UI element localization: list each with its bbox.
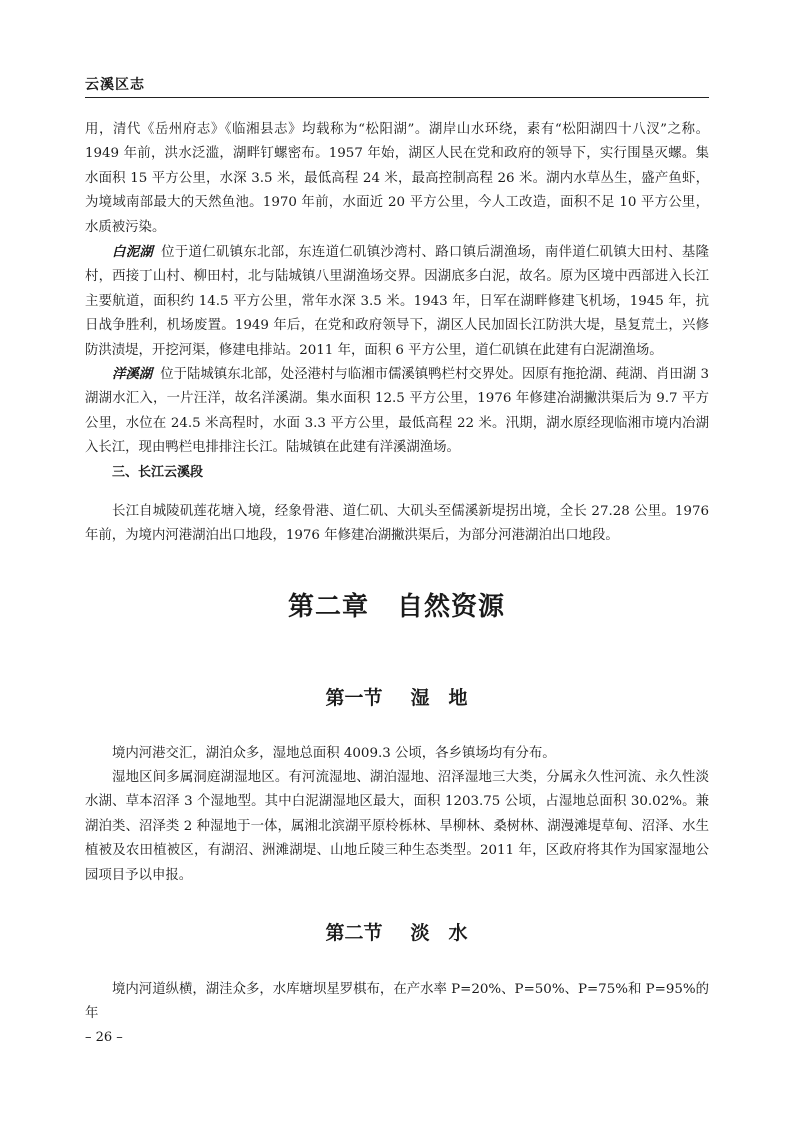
paragraph-freshwater: 境内河道纵横，湖洼众多，水库塘坝星罗棋布，在产水率 P=20%、P=50%、P=75%和 P=95%的年 <box>85 982 709 1022</box>
paragraph-wetland-intro: 境内河港交汇，湖泊众多，湿地总面积 4009.3 公顷，各乡镇场均有分布。 <box>112 746 556 761</box>
section2-number: 第二节 <box>325 922 383 944</box>
paragraph-bainihu <box>85 240 709 363</box>
paragraph-yangxihu-text: 位于陆城镇东北部，处泾港村与临湘市儒溪镇鸭栏村交界处。因原有拖抢湖、莼湖、肖田湖 3 湖湖水汇入，一片汪洋，故名洋溪湖。集水面积 12.5 平方公里，1976 年修建冶湖撇洪渠后为 9.7 平方公里，水位在 24.5 米高程时，水面 3.3 平方公里，最低高程 22 米。汛期，湖水原经现临湘市境内冶湖入长江，现由鸭栏电排排注长江。陆城镇在此建有洋溪湖渔场。 <box>85 367 709 456</box>
term-yangxihu: 洋溪湖 <box>112 366 153 382</box>
paragraph-wetland-detail: 湿地区间多属洞庭湖湿地区。有河流湿地、湖泊湿地、沼泽湿地三大类，分属永久性河流、永久性淡水湖、草本沼泽 3 个湿地型。其中白泥湖湿地区最大，面积 1203.75 公顷，占湿地总面积 30.02%。兼湖泊类、沼泽类 2 种湿地于一体，属湘北滨湖平原柃栎林、旱柳林、桑树林、湖漫滩堤草甸、沼泽、水生植被及农田植被区，有湖沼、洲滩湖堤、山地丘陵三种生态类型。2011 年，区政府将其作为国家湿地公园项目予以申报。 <box>85 770 709 883</box>
chapter-name: 自然资源 <box>397 592 506 622</box>
section-title-wetland <box>0 683 793 710</box>
running-header: 云溪区志 <box>85 77 145 93</box>
paragraph-bainihu-text: 位于道仁矶镇东北部，东连道仁矶镇沙湾村、路口镇后湖渔场，南伴道仁矶镇大田村、基隆村，西接丁山村、柳田村，北与陆城镇八里湖渔场交界。因湖底多白泥，故名。原为区境中西部进入长江主要航道，面积约 14.5 平方公里，常年水深 3.5 米。1943 年，日军在湖畔修建飞机场，1945 年，抗日战争胜利，机场废置。1949 年后，在党和政府领导下，湖区人民加固长江防洪大堤，垦复荒土，兴修防洪渍堤，开挖河渠，修建电排站。2011 年，面积 6 平方公里，道仁矶镇在此建有白泥湖渔场。 <box>85 245 710 358</box>
paragraph-yangtze-segment: 长江自城陵矶莲花塘入境，经象骨港、道仁矶、大矶头至儒溪新堤拐出境，全长 27.28 公里。1976 年前，为境内河港湖泊出口地段，1976 年修建冶湖撇洪渠后，为部分河港湖泊出口地段。 <box>85 504 709 544</box>
paragraph-yangxihu <box>85 362 709 461</box>
term-bainihu: 白泥湖 <box>112 244 154 260</box>
header-rule <box>85 97 709 98</box>
section1-number: 第一节 <box>325 687 383 709</box>
paragraph-songyang-lake: 用，清代《岳州府志》《临湘县志》均载称为“松阳湖”。湖岸山水环绕，素有“松阳湖四十八汊”之称。1949 年前，洪水泛滥，湖畔钉螺密布。1957 年始，湖区人民在党和政府的领导下，实行围垦灭螺。集水面积 15 平方公里，水深 3.5 米，最低高程 24 米，最高控制高程 26 米。湖内水草丛生，盛产鱼虾，为境域南部最大的天然鱼池。1970 年前，水面近 20 平方公里，今人工改造，面积不足 10 平方公里，水质被污染。 <box>85 122 709 235</box>
section2-name: 淡 水 <box>410 922 468 944</box>
section1-name: 湿 地 <box>410 687 468 709</box>
section-title-freshwater <box>0 918 793 945</box>
subsection-heading: 三、长江云溪段 <box>112 465 204 480</box>
chapter-title <box>0 586 793 623</box>
chapter-number: 第二章 <box>287 592 369 622</box>
page-number: – 26 – <box>85 1030 123 1045</box>
